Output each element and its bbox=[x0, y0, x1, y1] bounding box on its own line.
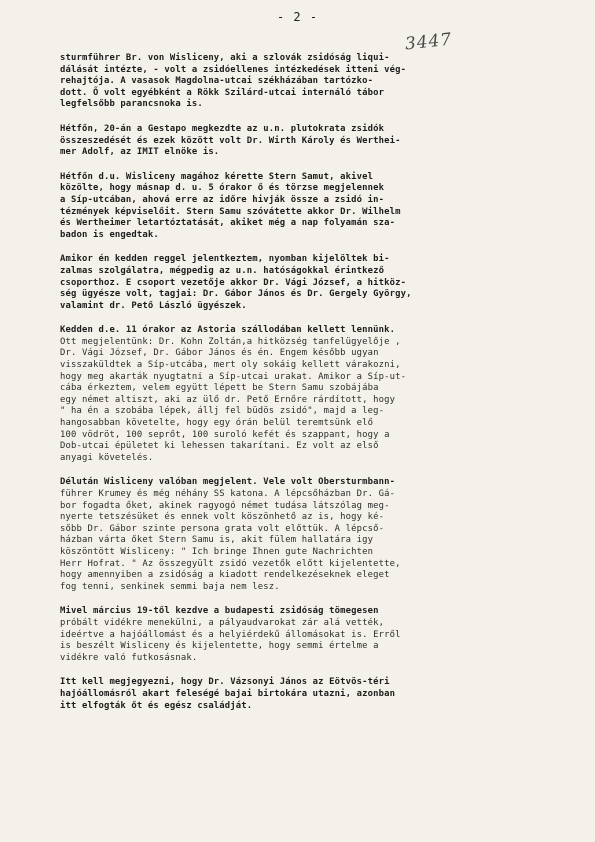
text-line: összeszedését és ezek között volt Dr. Wirth Károly és Werthei- bbox=[60, 135, 401, 146]
text-line: bor fogadta őket, akinek ragyogó német tudása látszólag meg- bbox=[60, 500, 390, 511]
text-line: vidékre való futkosásnak. bbox=[60, 652, 198, 663]
text-line: hogy amennyiben a zsidóság a kiadott rendelkezéseknek eleget bbox=[60, 570, 390, 581]
text-line: és Wertheimer letartóztatását, akiket még a nap folyamán sza- bbox=[60, 218, 396, 229]
text-line: fog tenni, senkinek semmi baja nem lesz. bbox=[60, 581, 280, 592]
paragraph bbox=[60, 172, 560, 242]
text-line: visszaküldtek a Síp-utcába, mert oly sokáig kellett várakozni, bbox=[60, 360, 401, 371]
page-number: - 2 - bbox=[276, 10, 319, 24]
text-line: cába érkeztem, velem együtt lépett be Stern Samu szobájába bbox=[60, 383, 379, 394]
text-line: tézmények képviselőit. Stern Samu szóvátette akkor Dr. Wilhelm bbox=[60, 206, 401, 217]
text-line: hogy meg akarták nyugtatni a Síp-utcai urakat. Amikor a Síp-ut- bbox=[60, 371, 407, 382]
text-line: Itt kell megjegyezni, hogy Dr. Vázsonyi János az Eötvös-téri bbox=[60, 677, 390, 688]
text-line: Kedden d.e. 11 órakor az Astoria szállodában kellett lennünk. bbox=[60, 325, 396, 336]
paragraph bbox=[60, 124, 560, 159]
text-line: anyagi követelés. bbox=[60, 452, 154, 463]
text-line: köszöntött Wisliceny: " Ich bringe Ihnen gute Nachrichten bbox=[60, 546, 374, 557]
paragraph bbox=[60, 254, 560, 312]
text-line: Mivel március 19-től kezdve a budapesti zsidóság tömegesen bbox=[60, 606, 379, 617]
text-line: Herr Hofrat. " Az összegyült zsidó vezetők előtt kijelentette, bbox=[60, 558, 401, 569]
text-line: Amikor én kedden reggel jelentkeztem, nyomban kijelöltek bi- bbox=[60, 254, 390, 265]
text-line: dott. Ő volt egyébként a Rökk Szilárd-utcai internáló tábor bbox=[60, 87, 385, 98]
text-line: Dr. Vági József, Dr. Gábor János és én. Engem később ugyan bbox=[60, 348, 379, 359]
text-line: közölte, hogy másnap d. u. 5 órakor ő és törzse megjelennek bbox=[60, 183, 385, 194]
text-line: ideértve a hajóállomást és a helyiérdekű állomásokat is. Erről bbox=[60, 629, 401, 640]
text-line: sőbb Dr. Gábor szinte persona grata volt előttük. A lépcső- bbox=[60, 523, 385, 534]
handwritten-note: 3447 bbox=[404, 29, 454, 55]
text-line: dálását intézte, - volt a zsidóellenes intézkedések itteni vég- bbox=[60, 64, 407, 75]
paragraph bbox=[60, 677, 560, 712]
text-line: mer Adolf, az IMIT elnöke is. bbox=[60, 147, 220, 158]
text-line: zalmas szolgálatra, mégpedig az u.n. hatóságokkal érintkező bbox=[60, 265, 385, 276]
text-line: führer Krumey és még néhány SS katona. A lépcsőházban Dr. Gá- bbox=[60, 489, 396, 499]
text-line: " ha én a szobába lépek, állj fel büdös zsidó", majd a leg- bbox=[60, 406, 385, 417]
document-body bbox=[60, 53, 560, 725]
text-line: Dob-utcai épületet ki lehessen takarítani. Ez volt az első bbox=[60, 441, 379, 452]
paragraph bbox=[60, 477, 560, 593]
text-line: Hétfőn d.u. Wisliceny magához kérette Stern Samut, akivel bbox=[60, 171, 374, 182]
paragraph bbox=[60, 606, 560, 664]
text-line: sturmführer Br. von Wisliceny, aki a szlovák zsidóság liqui- bbox=[60, 53, 390, 63]
text-line: itt elfogták őt és egész családját. bbox=[60, 700, 253, 711]
text-line: hajóállomásról akart feleségé bajai birtokára utazni, azonban bbox=[60, 688, 396, 699]
text-line: ség ügyésze volt, tagjai: Dr. Gábor János és Dr. Gergely György, bbox=[60, 289, 412, 300]
text-line: Ott megjelentünk: Dr. Kohn Zoltán,a hitközség tanfelügyelője , bbox=[60, 336, 401, 347]
text-line: nyerte tetszésüket és ennek volt köszönhető az is, hogy ké- bbox=[60, 512, 385, 523]
text-line: hangosabban követelte, hogy egy órán belül teremtsünk elő bbox=[60, 418, 374, 429]
text-line: házban várta őket Stern Samu is, akit fülem hallatára igy bbox=[60, 535, 374, 546]
text-line: legfelsőbb parancsnoka is. bbox=[60, 99, 203, 110]
paragraph bbox=[60, 325, 560, 464]
text-line: valamint dr. Pető László ügyészek. bbox=[60, 300, 247, 311]
text-line: Délután Wisliceny valóban megjelent. Vele volt Obersturmbann- bbox=[60, 477, 396, 488]
text-line: Hétfőn, 20-án a Gestapo megkezdte az u.n. plutokrata zsidók bbox=[60, 123, 385, 134]
text-line: csoporthoz. E csoport vezetője akkor Dr. Vági József, a hitköz- bbox=[60, 277, 407, 288]
text-line: a Síp-utcában, ahová erre az időre hivják össze a zsidó in- bbox=[60, 194, 385, 205]
text-line: is beszélt Wisliceny és kijelentette, hogy semmi értelme a bbox=[60, 641, 379, 652]
text-line: próbált vidékre menekülni, a pályaudvarokat zár alá vették, bbox=[60, 617, 385, 628]
paragraph bbox=[60, 53, 560, 111]
text-line: egy német altiszt, aki az ülő dr. Pető Ernőre rárdított, hogy bbox=[60, 394, 396, 405]
text-line: rehajtója. A vasasok Magdolna-utcai székházában tartózko- bbox=[60, 76, 374, 87]
text-line: badon is engedtak. bbox=[60, 229, 159, 240]
text-line: 100 vödröt, 100 seprőt, 100 suroló kefét és szappant, hogy a bbox=[60, 429, 390, 440]
